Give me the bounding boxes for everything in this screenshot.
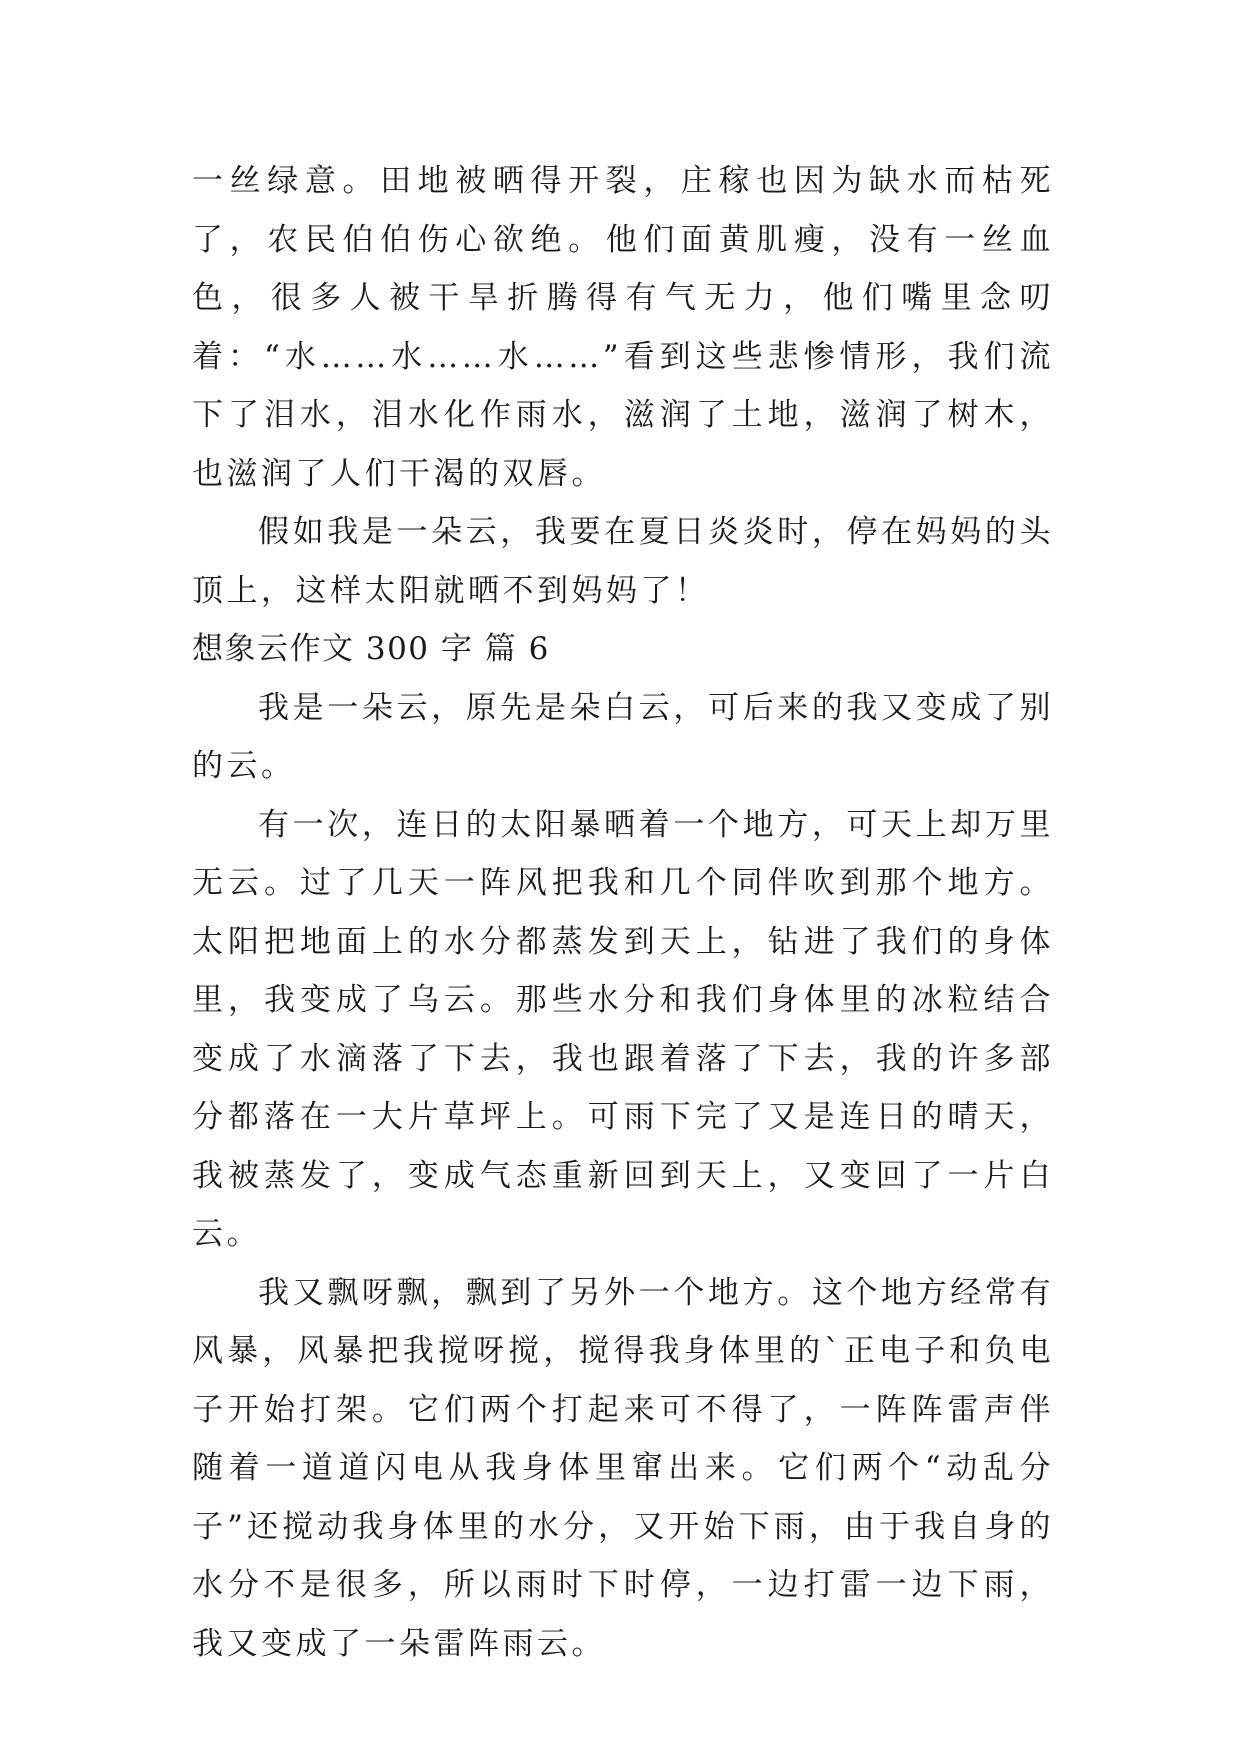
paragraph-continued: 一丝绿意。田地被晒得开裂，庄稼也因为缺水而枯死了，农民伯伯伤心欲绝。他们面黄肌瘦，没有一丝血色，很多人被干旱折腾得有气无力，他们嘴里念叨着：“水……水……水……”看到这些悲惨情形，我们流下了泪水，泪水化作雨水，滋润了土地，滋润了树木，也滋润了人们干渴的双唇。 [192,163,1054,492]
paragraph-intro: 我是一朵云，原先是朵白云，可后来的我又变成了别的云。 [192,689,1054,784]
paragraph-cloud-wish: 假如我是一朵云，我要在夏日炎炎时，停在妈妈的头顶上，这样太阳就晒不到妈妈了！ [192,514,1054,609]
document-body [192,152,1054,1673]
paragraph-dark-cloud: 有一次，连日的太阳暴晒着一个地方，可天上却万里无云。过了几天一阵风把我和几个同伴吹到那个地方。太阳把地面上的水分都蒸发到天上，钻进了我们的身体里，我变成了乌云。那些水分和我们身体里的冰粒结合变成了水滴落了下去，我也跟着落了下去，我的许多部分都落在一大片草坪上。可雨下完了又是连日的晴天，我被蒸发了，变成气态重新回到天上，又变回了一片白云。 [192,806,1054,1252]
paragraph-thunder-cloud: 我又飘呀飘，飘到了另外一个地方。这个地方经常有风暴，风暴把我搅呀搅，搅得我身体里的`正电子和负电子开始打架。它们两个打起来可不得了，一阵阵雷声伴随着一道道闪电从我身体里窜出来。它们两个“动乱分子”还搅动我身体里的水分，又开始下雨，由于我自身的水分不是很多，所以雨时下时停，一边打雷一边下雨，我又变成了一朵雷阵雨云。 [192,1274,1054,1662]
section-title: 想象云作文 300 字 篇 6 [192,631,550,667]
